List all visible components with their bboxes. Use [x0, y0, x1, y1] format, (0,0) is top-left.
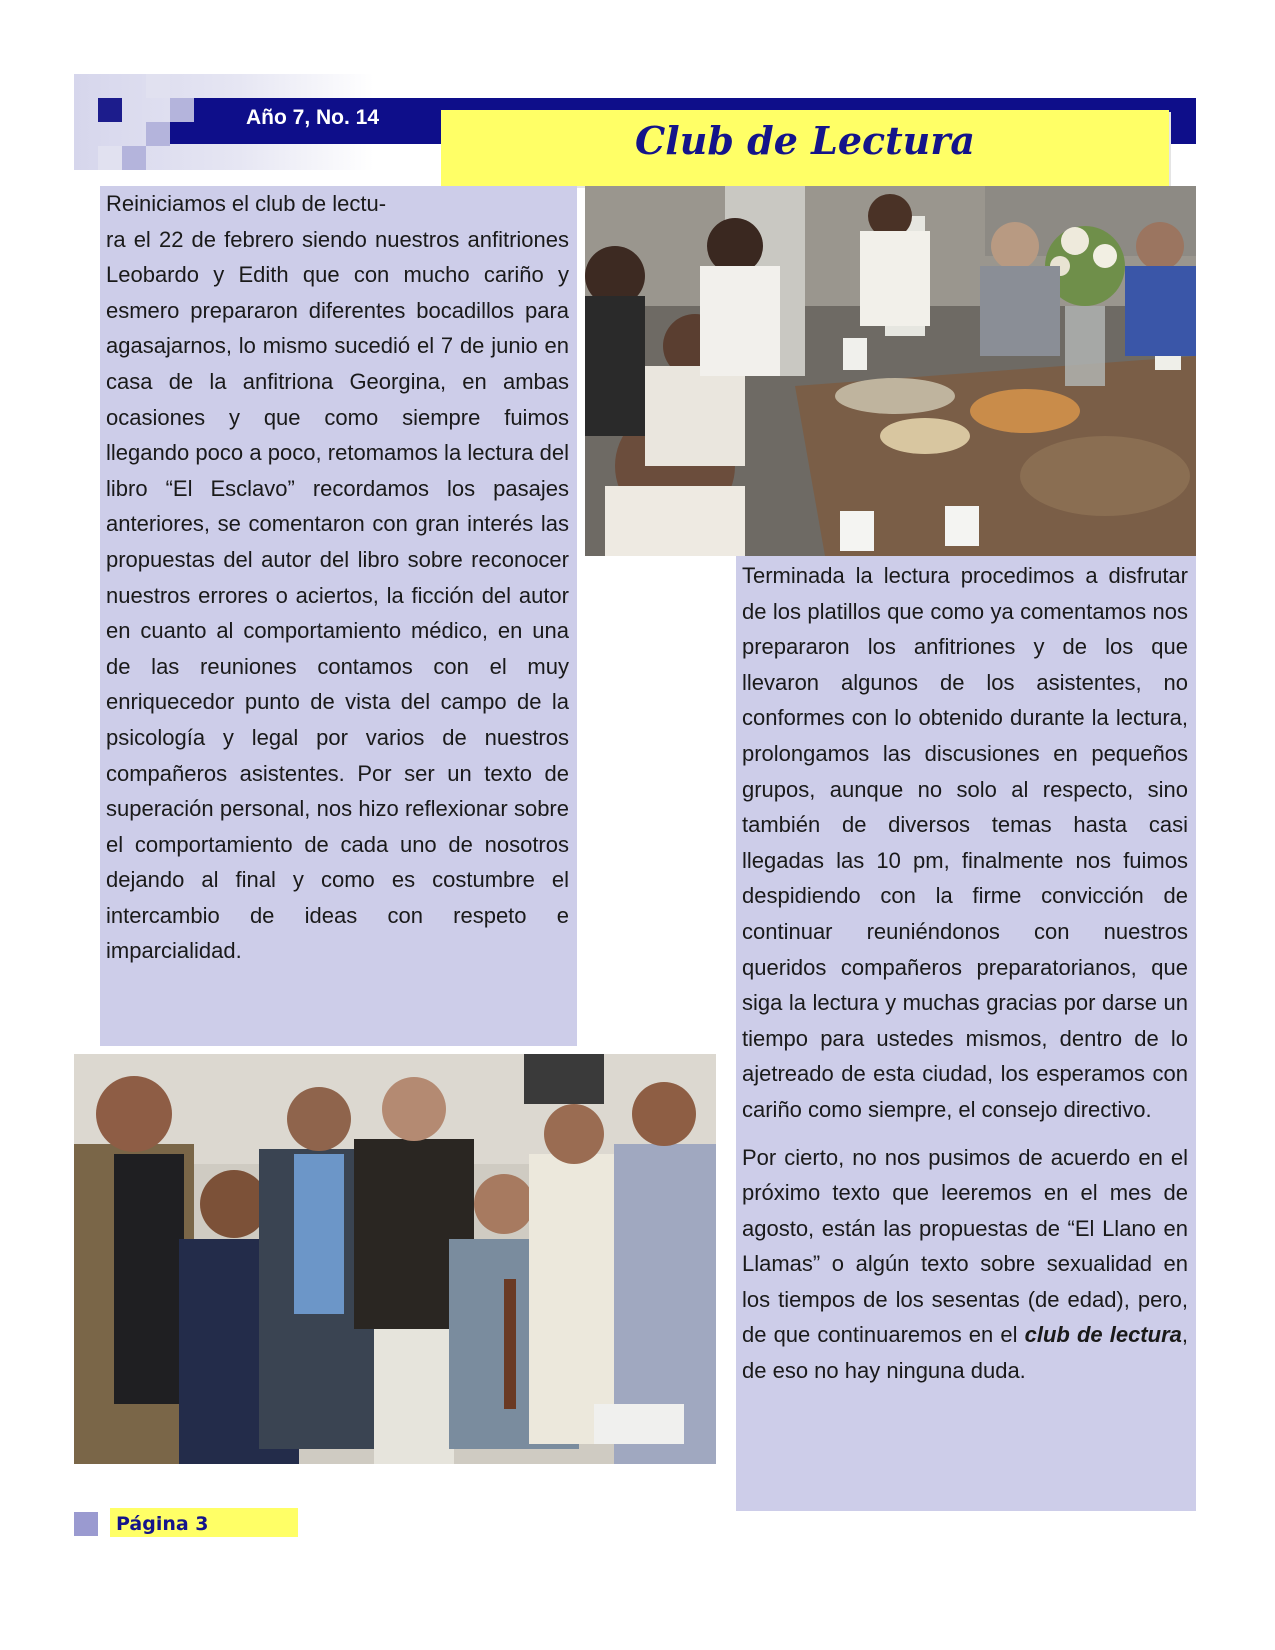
- header-square: [146, 122, 170, 146]
- header-square: [146, 74, 170, 98]
- photo-reading-club-table: [585, 186, 1196, 556]
- page-number: Página 3: [116, 1513, 209, 1535]
- article-paragraph: [106, 186, 569, 969]
- article-emphasis: club de lectura: [1024, 1322, 1182, 1348]
- header-square: [122, 146, 146, 170]
- article-paragraph: Terminada la lectura procedimos a disfrutar de los platillos que como ya comentamos nos prepararon los anfitriones y de los que llevaron algunos de los asistentes, no conformes con lo obtenido durante la lectura, prolongamos las discusiones en pequeños grupos, aunque no solo al respecto, sino también de diversos temas hasta casi llegadas las 10 pm, finalmente nos fuimos despidiendo con la firme convicción de continuar reuniéndonos con nuestros queridos compañeros preparatorianos, que siga la lectura y muchas gracias por darse un tiempo para ustedes mismos, dentro de lo ajetreado de esta ciudad, los esperamos con cariño como siempre, el consejo directivo.: [742, 563, 1188, 1122]
- article-left-column: [100, 186, 577, 1046]
- issue-number: Año 7, No. 14: [246, 106, 380, 129]
- header-square: [170, 98, 194, 122]
- article-left-body: ra el 22 de febrero siendo nuestros anfitriones Leobardo y Edith que con mucho cariño y esmero prepararon diferentes bocadillos para agasajarnos, lo mismo sucedió el 7 de junio en casa de la anfitriona Georgina, en ambas ocasiones y que como siempre fuimos llegando poco a poco, retomamos la lectura del libro “El Esclavo” recordamos los pasajes anteriores, se comentaron con gran interés las propuestas del autor del libro sobre reconocer nuestros errores o aciertos, la ficción del autor en cuanto al comportamiento médico, en una de las reuniones contamos con el muy enriquecedor punto de vista del campo de la psicología y legal por varios de nuestros compañeros asistentes. Por ser un texto de superación personal, nos hizo reflexionar sobre el comportamiento de cada uno de nosotros dejando al final y como es costumbre el intercambio de ideas con respeto e imparcialidad.: [106, 226, 569, 964]
- header-square: [98, 146, 122, 170]
- photo-illustration: [585, 186, 1196, 556]
- title-banner: [441, 110, 1169, 186]
- article-text: Por cierto, no nos pusimos de acuerdo en el próximo texto que leeremos en el mes de agosto, están las propuestas de “El Llano en Llamas” o algún texto sobre sexualidad en los tiempos de los sesentas (de edad), pero, de que continuaremos en el: [742, 1144, 1188, 1348]
- article-paragraph: [742, 1140, 1188, 1389]
- article-text: , de eso no hay ninguna duda.: [742, 1322, 1188, 1384]
- article-right-column: [736, 556, 1196, 1511]
- photo-group-members: [74, 1054, 716, 1464]
- header-square: [98, 98, 122, 122]
- page-title: Club de Lectura: [635, 118, 975, 163]
- article-first-line: Reiniciamos el club de lectu-: [106, 191, 387, 216]
- footer-square: [74, 1512, 98, 1536]
- photo-illustration: [74, 1054, 716, 1464]
